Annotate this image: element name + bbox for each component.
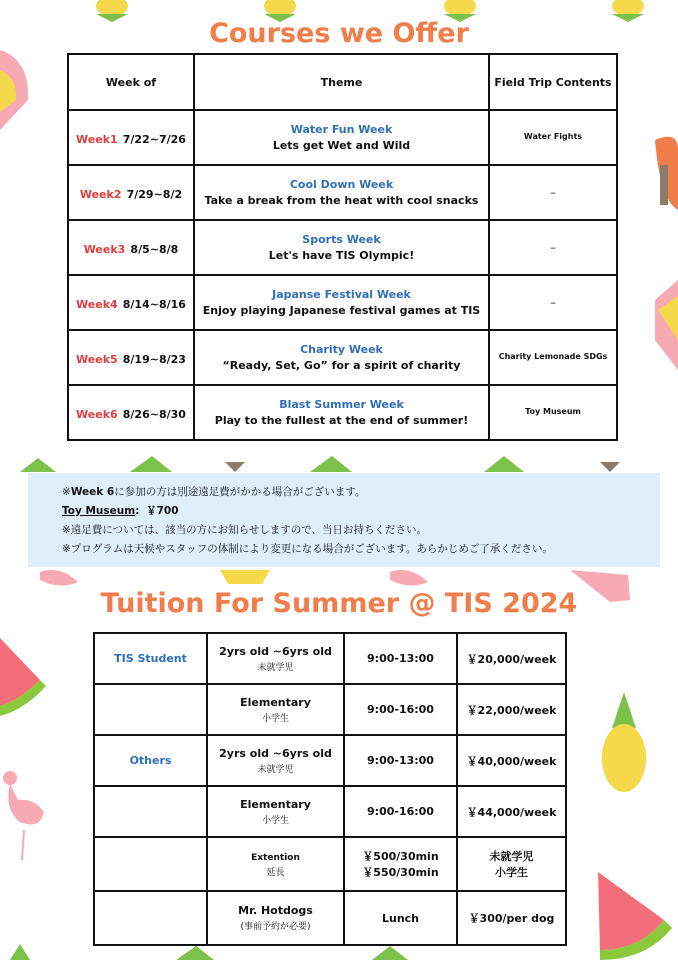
extention-cell bbox=[207, 837, 344, 891]
theme-subtitle: Take a break from the heat with cool snacks bbox=[204, 194, 479, 207]
note-week6-text: に参加の方は別途遠足費がかかる場合がございます。 bbox=[114, 486, 366, 498]
time-cell: 9:00-16:00 bbox=[344, 684, 457, 735]
week-dates: 7/29~8/2 bbox=[126, 188, 183, 201]
theme-cell bbox=[194, 330, 489, 385]
header-field-trip: Field Trip Contents bbox=[489, 54, 617, 110]
notice-line-program: ※プログラムは天候やスタッフの体制により変更になる場合がございます。あらかじめご了承ください。 bbox=[62, 543, 553, 555]
category-empty bbox=[94, 786, 207, 837]
header-theme: Theme bbox=[194, 54, 489, 110]
age-cell bbox=[207, 684, 344, 735]
table-row bbox=[68, 110, 617, 165]
category-empty bbox=[94, 891, 207, 945]
theme-title: Cool Down Week bbox=[289, 178, 394, 191]
table-row bbox=[68, 165, 617, 220]
notice-line-week6 bbox=[62, 483, 660, 502]
week-number: Week6 bbox=[76, 408, 118, 421]
field-trip-cell: – bbox=[489, 275, 617, 330]
hotdogs-cell bbox=[207, 891, 344, 945]
watermelon-icon bbox=[598, 872, 672, 960]
age-label: Elementary bbox=[240, 695, 311, 709]
flamingo-icon bbox=[3, 771, 44, 860]
table-row bbox=[68, 275, 617, 330]
week-cell bbox=[68, 330, 194, 385]
theme-cell bbox=[194, 110, 489, 165]
hotdogs-time-cell: Lunch bbox=[344, 891, 457, 945]
age-label-jp: 未就学児 bbox=[257, 662, 294, 673]
week-cell bbox=[68, 165, 194, 220]
theme-subtitle: Enjoy playing Japanese festival games at TIS bbox=[202, 304, 481, 317]
age-label: Elementary bbox=[240, 797, 311, 811]
popsicle-icon bbox=[655, 137, 678, 210]
courses-table bbox=[67, 53, 618, 441]
theme-cell bbox=[194, 220, 489, 275]
week-cell bbox=[68, 275, 194, 330]
extention-price-elementary: ￥550/30min bbox=[362, 866, 439, 879]
popsicle-icon bbox=[0, 50, 28, 130]
tuition-table bbox=[93, 632, 567, 946]
table-row bbox=[94, 684, 566, 735]
note-mark: ※ bbox=[62, 486, 71, 498]
age-label: 2yrs old ~6yrs old bbox=[219, 644, 332, 658]
week-number: Week2 bbox=[79, 188, 122, 201]
table-row bbox=[94, 633, 566, 684]
time-cell: 9:00-16:00 bbox=[344, 786, 457, 837]
week-number: Week1 bbox=[76, 133, 118, 146]
theme-subtitle: Lets get Wet and Wild bbox=[272, 139, 411, 152]
hotdogs-label-jp: (事前予約が必要) bbox=[240, 922, 311, 932]
price-cell: ￥22,000/week bbox=[457, 684, 566, 735]
age-cell bbox=[207, 633, 344, 684]
field-trip-cell: – bbox=[489, 220, 617, 275]
courses-header-row bbox=[68, 54, 617, 110]
theme-title: Japanse Festival Week bbox=[272, 288, 411, 301]
week-dates: 8/19~8/23 bbox=[122, 353, 186, 366]
hotdogs-label: Mr. Hotdogs bbox=[238, 904, 313, 917]
note-week6-bold: Week 6 bbox=[70, 486, 115, 498]
category-empty bbox=[94, 837, 207, 891]
theme-title: Sports Week bbox=[302, 233, 381, 246]
table-row bbox=[94, 837, 566, 891]
header-week-of: Week of bbox=[68, 54, 194, 110]
extention-who-elementary: 小学生 bbox=[495, 866, 528, 879]
week-dates: 8/14~8/16 bbox=[122, 298, 186, 311]
week-cell bbox=[68, 385, 194, 440]
watermelon-icon bbox=[0, 638, 46, 716]
theme-cell bbox=[194, 275, 489, 330]
notice-box bbox=[28, 473, 660, 567]
field-trip-cell: Charity Lemonade SDGs bbox=[489, 330, 617, 385]
week-dates: 7/22~7/26 bbox=[122, 133, 186, 146]
week-dates: 8/5~8/8 bbox=[130, 243, 179, 256]
field-trip-cell: Water Fights bbox=[489, 110, 617, 165]
week-number: Week3 bbox=[83, 243, 126, 256]
toy-museum-label: Toy Museum bbox=[62, 505, 136, 517]
table-row bbox=[94, 786, 566, 837]
extention-price-preschool: ￥500/30min bbox=[362, 850, 439, 863]
category-empty bbox=[94, 684, 207, 735]
theme-cell bbox=[194, 385, 489, 440]
age-cell bbox=[207, 786, 344, 837]
popsicle-icon bbox=[655, 280, 678, 370]
field-trip-cell: Toy Museum bbox=[489, 385, 617, 440]
notice-line-fee: ※遠足費については、該当の方にお知らせしますので、当日お持ちください。 bbox=[62, 524, 428, 536]
table-row bbox=[94, 891, 566, 945]
category-others: Others bbox=[94, 735, 207, 786]
table-row bbox=[68, 385, 617, 440]
pineapple-icon bbox=[602, 692, 646, 792]
notice-line-museum bbox=[62, 502, 660, 521]
extention-who-preschool: 未就学児 bbox=[489, 850, 534, 863]
week-number: Week4 bbox=[76, 298, 118, 311]
theme-title: Charity Week bbox=[300, 343, 383, 356]
theme-title: Water Fun Week bbox=[290, 123, 393, 136]
theme-subtitle: Play to the fullest at the end of summer! bbox=[214, 414, 469, 427]
age-label: 2yrs old ~6yrs old bbox=[219, 746, 332, 760]
extention-label-jp: 延長 bbox=[266, 868, 285, 878]
courses-title: Courses we Offer bbox=[209, 18, 469, 49]
toy-museum-price: ￥700 bbox=[146, 505, 179, 517]
time-cell: 9:00-13:00 bbox=[344, 735, 457, 786]
price-cell: ￥40,000/week bbox=[457, 735, 566, 786]
theme-title: Blast Summer Week bbox=[279, 398, 404, 411]
age-label-jp: 小学生 bbox=[261, 815, 289, 826]
week-cell bbox=[68, 110, 194, 165]
age-label-jp: 未就学児 bbox=[257, 764, 294, 775]
hotdogs-price-cell: ￥300/per dog bbox=[457, 891, 566, 945]
age-label-jp: 小学生 bbox=[261, 713, 289, 724]
price-cell: ￥20,000/week bbox=[457, 633, 566, 684]
table-row bbox=[94, 735, 566, 786]
pineapple-icon bbox=[10, 944, 408, 960]
extention-price-cell bbox=[344, 837, 457, 891]
extention-label: Extention bbox=[251, 853, 300, 863]
theme-cell bbox=[194, 165, 489, 220]
price-cell: ￥44,000/week bbox=[457, 786, 566, 837]
extention-who-cell bbox=[457, 837, 566, 891]
week-dates: 8/26~8/30 bbox=[122, 408, 186, 421]
time-cell: 9:00-13:00 bbox=[344, 633, 457, 684]
week-cell bbox=[68, 220, 194, 275]
tuition-title: Tuition For Summer @ TIS 2024 bbox=[100, 588, 578, 619]
theme-subtitle: “Ready, Set, Go” for a spirit of charity bbox=[222, 359, 461, 372]
category-tis-student: TIS Student bbox=[94, 633, 207, 684]
table-row bbox=[68, 330, 617, 385]
theme-subtitle: Let's have TIS Olympic! bbox=[268, 249, 415, 262]
week-number: Week5 bbox=[76, 353, 118, 366]
age-cell bbox=[207, 735, 344, 786]
field-trip-cell: – bbox=[489, 165, 617, 220]
toy-museum-colon: : bbox=[135, 505, 140, 517]
table-row bbox=[68, 220, 617, 275]
pineapple-icon bbox=[20, 456, 620, 472]
